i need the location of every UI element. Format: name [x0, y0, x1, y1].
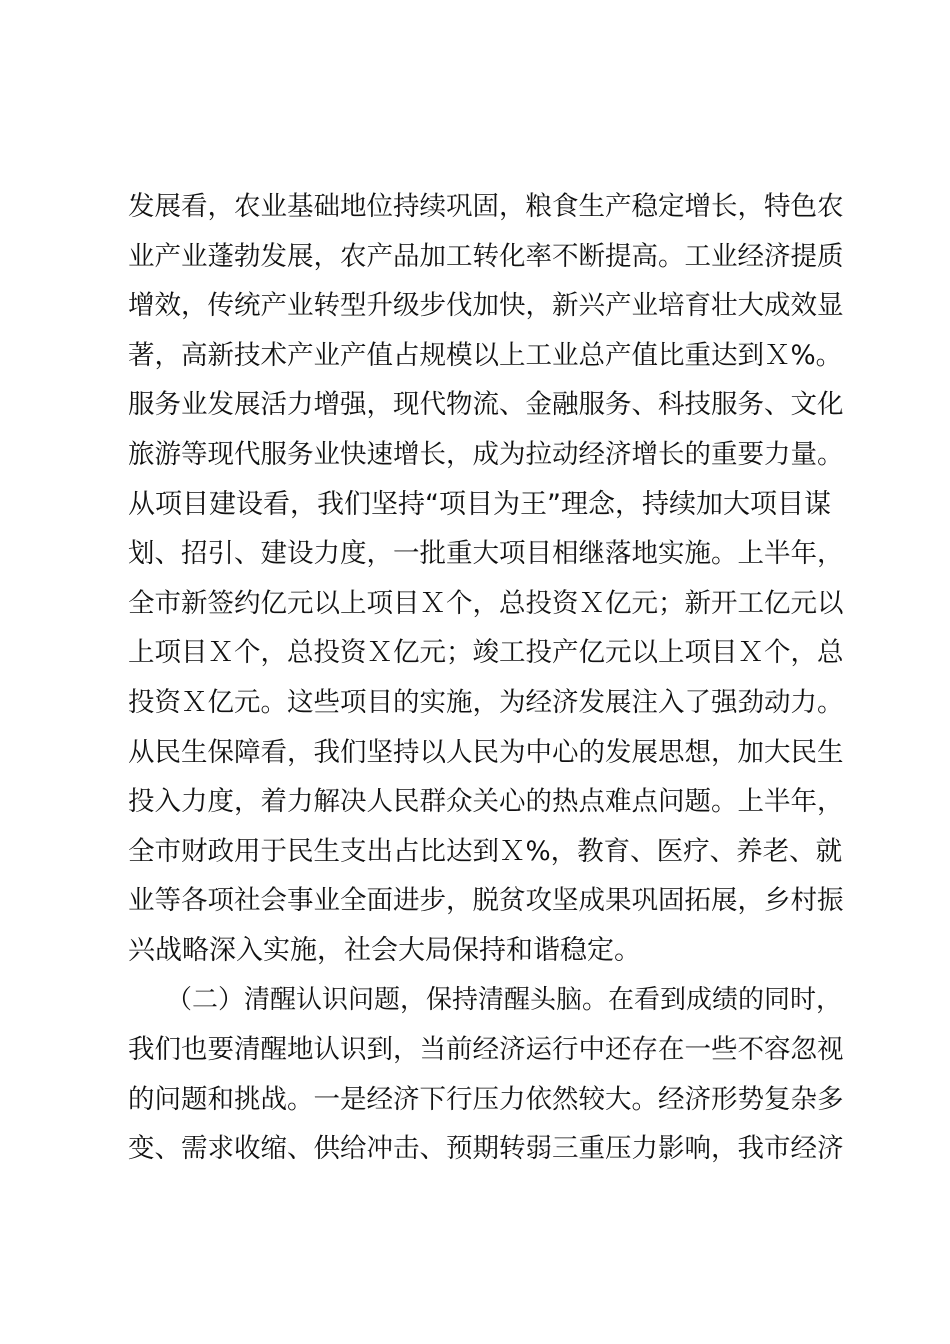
text-line: 全市新签约亿元以上项目Ｘ个，总投资Ｘ亿元；新开工亿元以 — [128, 587, 844, 619]
section-heading-line: （二）清醒认识问题，保持清醒头脑。在看到成绩的同时， — [166, 984, 843, 1015]
text-line: 从项目建设看，我们坚持“项目为王”理念，持续加大项目谋 — [128, 488, 831, 520]
text-line: 从民生保障看，我们坚持以人民为中心的发展思想，加大民生 — [128, 736, 844, 768]
text-line: 兴战略深入实施，社会大局保持和谐稳定。 — [128, 934, 641, 966]
text-line: 服务业发展活力增强，现代物流、金融服务、科技服务、文化 — [128, 389, 844, 421]
text-line: 我们也要清醒地认识到，当前经济运行中还存在一些不容忽视 — [128, 1034, 844, 1066]
text-line: 的问题和挑战。一是经济下行压力依然较大。经济形势复杂多 — [128, 1083, 844, 1115]
text-line: 业等各项社会事业全面进步，脱贫攻坚成果巩固拓展，乡村振 — [128, 885, 844, 917]
text-line: 全市财政用于民生支出占比达到Ｘ%，教育、医疗、养老、就 — [128, 835, 843, 867]
text-line: 增效，传统产业转型升级步伐加快，新兴产业培育壮大成效显 — [128, 290, 844, 322]
text-line: 著，高新技术产业产值占规模以上工业总产值比重达到Ｘ%。 — [128, 339, 843, 371]
text-line: 上项目Ｘ个，总投资Ｘ亿元；竣工投产亿元以上项目Ｘ个，总 — [128, 637, 844, 669]
text-line: 划、招引、建设力度，一批重大项目相继落地实施。上半年， — [128, 538, 844, 570]
text-line: 投入力度，着力解决人民群众关心的热点难点问题。上半年， — [128, 786, 844, 818]
text-line: 业产业蓬勃发展，农产品加工转化率不断提高。工业经济提质 — [128, 240, 844, 272]
text-line: 旅游等现代服务业快速增长，成为拉动经济增长的重要力量。 — [128, 438, 844, 470]
text-line: 发展看，农业基础地位持续巩固，粮食生产稳定增长，特色农 — [128, 191, 844, 222]
text-line: 变、需求收缩、供给冲击、预期转弱三重压力影响，我市经济 — [128, 1133, 844, 1165]
text-line: 投资Ｘ亿元。这些项目的实施，为经济发展注入了强劲动力。 — [128, 686, 844, 718]
document-body — [128, 182, 848, 1174]
